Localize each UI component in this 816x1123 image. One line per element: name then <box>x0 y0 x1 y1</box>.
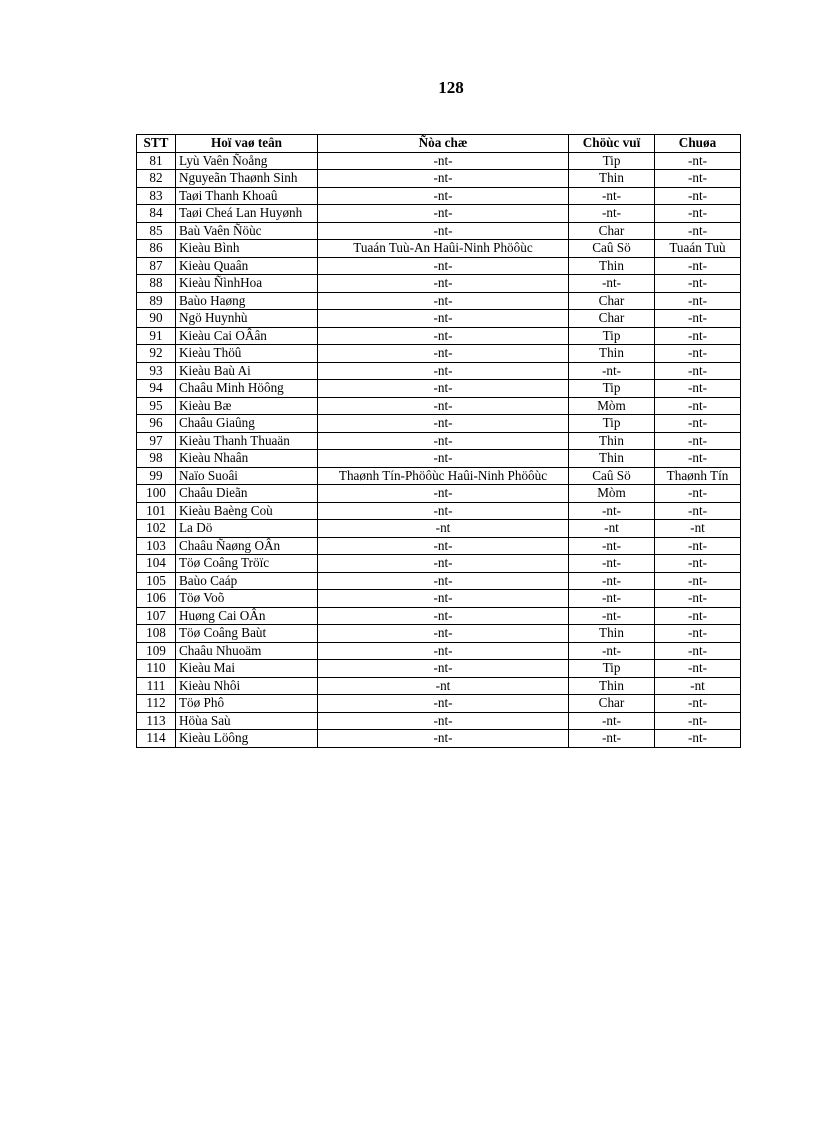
address-cell: -nt- <box>318 625 569 643</box>
temple-cell: Tuaán Tuù <box>655 240 741 258</box>
name-cell: Töø Phô <box>176 695 318 713</box>
address-cell: -nt- <box>318 537 569 555</box>
address-cell: -nt- <box>318 327 569 345</box>
role-cell: -nt- <box>569 275 655 293</box>
name-cell: Kieàu Nhôi <box>176 677 318 695</box>
name-cell: Baùo Haøng <box>176 292 318 310</box>
role-cell: -nt- <box>569 590 655 608</box>
name-cell: Huøng Cai OÂn <box>176 607 318 625</box>
temple-cell: -nt- <box>655 695 741 713</box>
name-cell: Taøi Cheá Lan Huyønh <box>176 205 318 223</box>
row-number-cell: 106 <box>137 590 176 608</box>
role-cell: -nt- <box>569 642 655 660</box>
address-cell: -nt- <box>318 572 569 590</box>
table-row <box>137 590 741 608</box>
name-cell: Töø Coâng Tröïc <box>176 555 318 573</box>
address-cell: -nt- <box>318 485 569 503</box>
address-cell: -nt- <box>318 292 569 310</box>
temple-cell: -nt- <box>655 432 741 450</box>
row-number-cell: 93 <box>137 362 176 380</box>
role-cell: -nt- <box>569 555 655 573</box>
table-row <box>137 187 741 205</box>
temple-cell: -nt- <box>655 415 741 433</box>
name-cell: Kieàu Cai OÂân <box>176 327 318 345</box>
name-cell: Chaâu Nhuoäm <box>176 642 318 660</box>
table-row <box>137 275 741 293</box>
temple-cell: -nt- <box>655 327 741 345</box>
role-cell: -nt- <box>569 572 655 590</box>
name-cell: Chaâu Ñaøng OÂn <box>176 537 318 555</box>
table-row <box>137 625 741 643</box>
column-header-stt: STT <box>137 135 176 153</box>
table-row <box>137 292 741 310</box>
role-cell: Thin <box>569 625 655 643</box>
role-cell: Char <box>569 695 655 713</box>
table-row <box>137 310 741 328</box>
row-number-cell: 90 <box>137 310 176 328</box>
address-cell: -nt- <box>318 362 569 380</box>
row-number-cell: 96 <box>137 415 176 433</box>
row-number-cell: 86 <box>137 240 176 258</box>
row-number-cell: 98 <box>137 450 176 468</box>
address-cell: -nt- <box>318 222 569 240</box>
role-cell: -nt- <box>569 537 655 555</box>
address-cell: -nt- <box>318 187 569 205</box>
row-number-cell: 89 <box>137 292 176 310</box>
role-cell: Thin <box>569 677 655 695</box>
temple-cell: -nt- <box>655 660 741 678</box>
name-cell: Baùo Caáp <box>176 572 318 590</box>
role-cell: Mòm <box>569 397 655 415</box>
temple-cell: -nt- <box>655 362 741 380</box>
temple-cell: -nt- <box>655 310 741 328</box>
table-row <box>137 642 741 660</box>
name-cell: Ngö Huynhù <box>176 310 318 328</box>
row-number-cell: 83 <box>137 187 176 205</box>
row-number-cell: 85 <box>137 222 176 240</box>
temple-cell: -nt- <box>655 345 741 363</box>
role-cell: Mòm <box>569 485 655 503</box>
table-row <box>137 677 741 695</box>
role-cell: -nt- <box>569 712 655 730</box>
name-cell: Kieàu Thanh Thuaän <box>176 432 318 450</box>
table-row <box>137 607 741 625</box>
temple-cell: -nt- <box>655 380 741 398</box>
name-cell: Kieàu Bæ <box>176 397 318 415</box>
address-cell: -nt- <box>318 275 569 293</box>
name-cell: La Dö <box>176 520 318 538</box>
name-cell: Kieàu Thöû <box>176 345 318 363</box>
table-row <box>137 432 741 450</box>
address-cell: -nt- <box>318 345 569 363</box>
temple-cell: -nt- <box>655 485 741 503</box>
address-cell: Tuaán Tuù-An Haûi-Ninh Phöôùc <box>318 240 569 258</box>
role-cell: -nt- <box>569 362 655 380</box>
row-number-cell: 92 <box>137 345 176 363</box>
table-row <box>137 327 741 345</box>
role-cell: Tip <box>569 152 655 170</box>
role-cell: Char <box>569 292 655 310</box>
row-number-cell: 107 <box>137 607 176 625</box>
address-cell: -nt- <box>318 660 569 678</box>
role-cell: Caû Sö <box>569 467 655 485</box>
name-cell: Kieàu Nhaân <box>176 450 318 468</box>
name-cell: Chaâu Giaûng <box>176 415 318 433</box>
temple-cell: -nt- <box>655 397 741 415</box>
row-number-cell: 87 <box>137 257 176 275</box>
table-row <box>137 695 741 713</box>
table-row <box>137 362 741 380</box>
table-row <box>137 467 741 485</box>
role-cell: -nt- <box>569 607 655 625</box>
name-cell: Chaâu Minh Höông <box>176 380 318 398</box>
temple-cell: -nt- <box>655 537 741 555</box>
role-cell: Tip <box>569 380 655 398</box>
row-number-cell: 108 <box>137 625 176 643</box>
temple-cell: -nt- <box>655 170 741 188</box>
address-cell: -nt- <box>318 310 569 328</box>
table-row <box>137 152 741 170</box>
row-number-cell: 102 <box>137 520 176 538</box>
address-cell: -nt- <box>318 397 569 415</box>
column-header-name: Hoï vaø teân <box>176 135 318 153</box>
address-cell: -nt- <box>318 170 569 188</box>
row-number-cell: 97 <box>137 432 176 450</box>
temple-cell: -nt- <box>655 625 741 643</box>
address-cell: -nt- <box>318 730 569 748</box>
address-cell: -nt <box>318 677 569 695</box>
address-cell: -nt- <box>318 695 569 713</box>
role-cell: -nt <box>569 520 655 538</box>
table-row <box>137 572 741 590</box>
table-row <box>137 555 741 573</box>
table-row <box>137 520 741 538</box>
row-number-cell: 113 <box>137 712 176 730</box>
role-cell: Thin <box>569 432 655 450</box>
table-row <box>137 502 741 520</box>
temple-cell: -nt <box>655 677 741 695</box>
name-cell: Lyù Vaên Ñoång <box>176 152 318 170</box>
role-cell: -nt- <box>569 730 655 748</box>
role-cell: Tip <box>569 660 655 678</box>
row-number-cell: 103 <box>137 537 176 555</box>
address-cell: -nt- <box>318 712 569 730</box>
column-header-temple: Chuøa <box>655 135 741 153</box>
temple-cell: -nt- <box>655 222 741 240</box>
temple-cell: -nt- <box>655 590 741 608</box>
address-cell: -nt <box>318 520 569 538</box>
temple-cell: -nt- <box>655 292 741 310</box>
role-cell: Tip <box>569 415 655 433</box>
address-cell: -nt- <box>318 257 569 275</box>
name-cell: Kieàu ÑìnhHoa <box>176 275 318 293</box>
name-cell: Kieàu Bình <box>176 240 318 258</box>
temple-cell: -nt- <box>655 642 741 660</box>
name-cell: Naïo Suoâi <box>176 467 318 485</box>
table-row <box>137 712 741 730</box>
table-row <box>137 345 741 363</box>
address-cell: -nt- <box>318 432 569 450</box>
temple-cell: -nt- <box>655 555 741 573</box>
table-row <box>137 537 741 555</box>
role-cell: Thin <box>569 345 655 363</box>
row-number-cell: 111 <box>137 677 176 695</box>
address-cell: -nt- <box>318 555 569 573</box>
address-cell: -nt- <box>318 502 569 520</box>
role-cell: -nt- <box>569 187 655 205</box>
row-number-cell: 94 <box>137 380 176 398</box>
temple-cell: -nt- <box>655 275 741 293</box>
row-number-cell: 82 <box>137 170 176 188</box>
name-cell: Töø Coâng Baùt <box>176 625 318 643</box>
temple-cell: Thaønh Tín <box>655 467 741 485</box>
table-row <box>137 380 741 398</box>
temple-cell: -nt- <box>655 450 741 468</box>
role-cell: Tip <box>569 327 655 345</box>
name-cell: Kieàu Mai <box>176 660 318 678</box>
temple-cell: -nt- <box>655 205 741 223</box>
table-row <box>137 240 741 258</box>
address-cell: -nt- <box>318 152 569 170</box>
role-cell: Thin <box>569 257 655 275</box>
address-cell: -nt- <box>318 205 569 223</box>
address-cell: -nt- <box>318 607 569 625</box>
row-number-cell: 104 <box>137 555 176 573</box>
name-cell: Taøi Thanh Khoaû <box>176 187 318 205</box>
temple-cell: -nt- <box>655 187 741 205</box>
role-cell: -nt- <box>569 205 655 223</box>
table-row <box>137 450 741 468</box>
role-cell: Char <box>569 310 655 328</box>
column-header-role: Chöùc vuï <box>569 135 655 153</box>
name-cell: Kieàu Baèng Coù <box>176 502 318 520</box>
temple-cell: -nt- <box>655 712 741 730</box>
row-number-cell: 114 <box>137 730 176 748</box>
table-row <box>137 660 741 678</box>
table-body <box>137 152 741 747</box>
address-cell: Thaønh Tín-Phöôùc Haûi-Ninh Phöôùc <box>318 467 569 485</box>
row-number-cell: 100 <box>137 485 176 503</box>
table-row <box>137 730 741 748</box>
address-cell: -nt- <box>318 590 569 608</box>
row-number-cell: 110 <box>137 660 176 678</box>
row-number-cell: 109 <box>137 642 176 660</box>
temple-cell: -nt- <box>655 607 741 625</box>
row-number-cell: 99 <box>137 467 176 485</box>
name-cell: Baù Vaên Ñöùc <box>176 222 318 240</box>
row-number-cell: 112 <box>137 695 176 713</box>
address-cell: -nt- <box>318 415 569 433</box>
table-row <box>137 397 741 415</box>
row-number-cell: 81 <box>137 152 176 170</box>
role-cell: Caû Sö <box>569 240 655 258</box>
temple-cell: -nt- <box>655 730 741 748</box>
name-cell: Chaâu Dieãn <box>176 485 318 503</box>
address-cell: -nt- <box>318 642 569 660</box>
name-cell: Kieàu Quaân <box>176 257 318 275</box>
address-cell: -nt- <box>318 380 569 398</box>
table-row <box>137 170 741 188</box>
address-cell: -nt- <box>318 450 569 468</box>
name-cell: Höùa Saù <box>176 712 318 730</box>
role-cell: Thin <box>569 170 655 188</box>
table-header-row <box>137 135 741 153</box>
temple-cell: -nt- <box>655 257 741 275</box>
table-row <box>137 222 741 240</box>
temple-cell: -nt <box>655 520 741 538</box>
row-number-cell: 88 <box>137 275 176 293</box>
table-row <box>137 415 741 433</box>
temple-cell: -nt- <box>655 502 741 520</box>
row-number-cell: 101 <box>137 502 176 520</box>
role-cell: Thin <box>569 450 655 468</box>
column-header-place: Ñòa chæ <box>318 135 569 153</box>
row-number-cell: 95 <box>137 397 176 415</box>
temple-cell: -nt- <box>655 152 741 170</box>
role-cell: -nt- <box>569 502 655 520</box>
row-number-cell: 105 <box>137 572 176 590</box>
role-cell: Char <box>569 222 655 240</box>
name-cell: Kieàu Löông <box>176 730 318 748</box>
name-cell: Nguyeãn Thaønh Sinh <box>176 170 318 188</box>
row-number-cell: 91 <box>137 327 176 345</box>
row-number-cell: 84 <box>137 205 176 223</box>
table-row <box>137 485 741 503</box>
name-cell: Töø Voõ <box>176 590 318 608</box>
table-row <box>137 205 741 223</box>
page-number: 128 <box>438 78 464 97</box>
temple-cell: -nt- <box>655 572 741 590</box>
name-cell: Kieàu Baù Ai <box>176 362 318 380</box>
roster-table <box>136 134 741 748</box>
table-row <box>137 257 741 275</box>
